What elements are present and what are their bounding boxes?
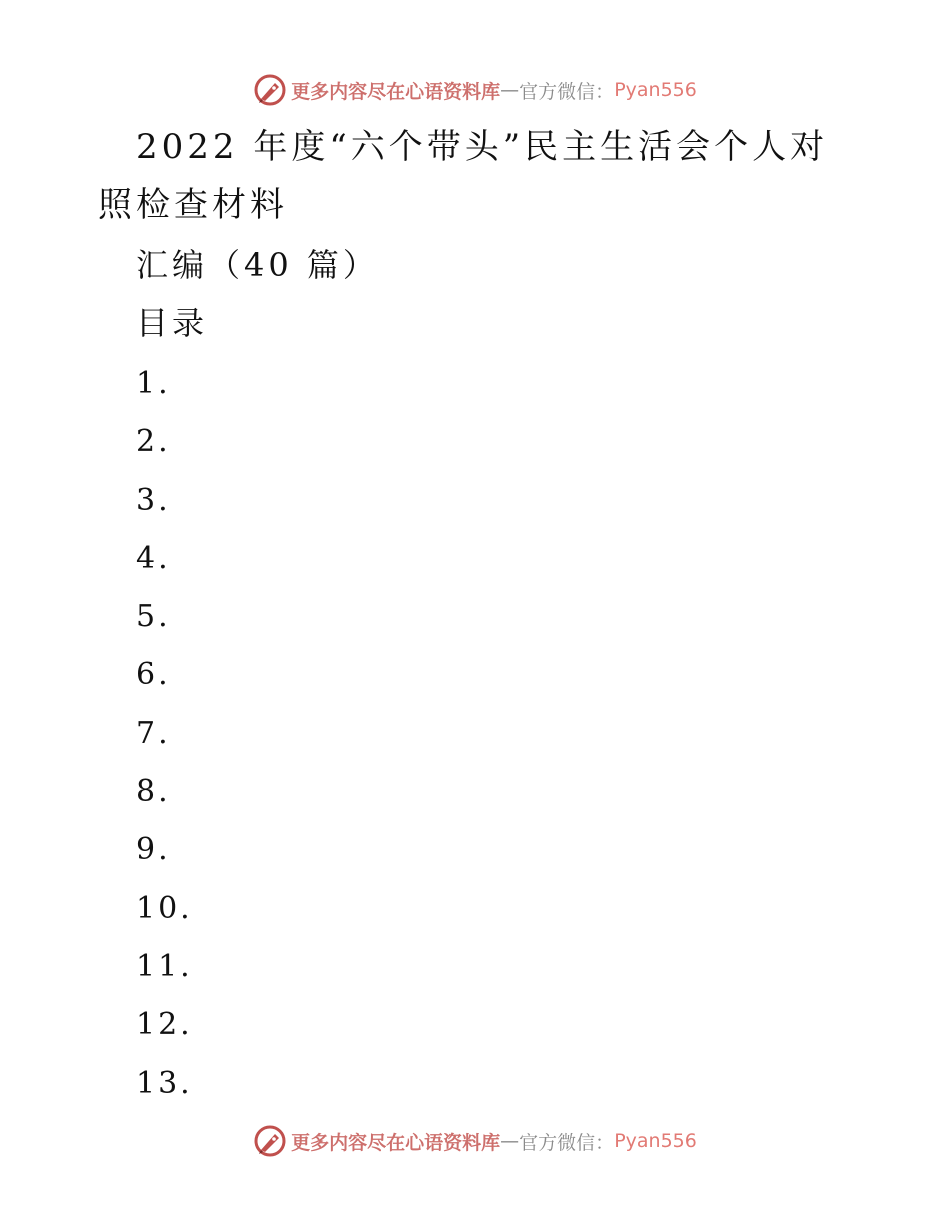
toc-item: 11. — [136, 948, 193, 984]
footer-banner — [0, 1121, 950, 1161]
toc-item: 5. — [136, 599, 171, 635]
header-banner — [0, 70, 950, 110]
banner-separator: — — [500, 79, 520, 101]
toc-item: 6. — [136, 657, 171, 693]
toc-item: 9. — [136, 832, 171, 868]
toc-item: 4. — [136, 540, 171, 576]
document-subtitle: 汇编（40 篇） — [136, 246, 379, 284]
toc-item: 1. — [136, 366, 171, 401]
toc-item: 8. — [136, 774, 171, 810]
banner-site-text: 更多内容尽在心语资料库 — [291, 1131, 501, 1154]
banner-separator: — — [500, 1130, 520, 1152]
toc-heading: 目录 — [136, 304, 209, 342]
banner-wechat-id: Pyan556 — [614, 1130, 697, 1152]
document-title — [98, 118, 858, 234]
banner-wechat-id: Pyan556 — [614, 79, 697, 101]
banner-wechat-label: 官方微信： — [519, 80, 615, 103]
toc-item: 7. — [136, 715, 171, 751]
banner-site-text: 更多内容尽在心语资料库 — [291, 80, 501, 103]
toc-item: 2. — [136, 424, 171, 460]
document-title-text: 2022 年度“六个带头”民主生活会个人对照检查材料 — [98, 127, 829, 225]
toc-item: 12. — [136, 1007, 193, 1043]
toc-list — [136, 355, 193, 1113]
toc-item: 10. — [136, 890, 193, 926]
pen-logo-icon — [253, 1124, 287, 1158]
pen-logo-icon — [253, 73, 287, 107]
toc-item: 13. — [136, 1065, 193, 1101]
toc-item: 3. — [136, 482, 171, 518]
banner-wechat-label: 官方微信： — [519, 1131, 615, 1154]
